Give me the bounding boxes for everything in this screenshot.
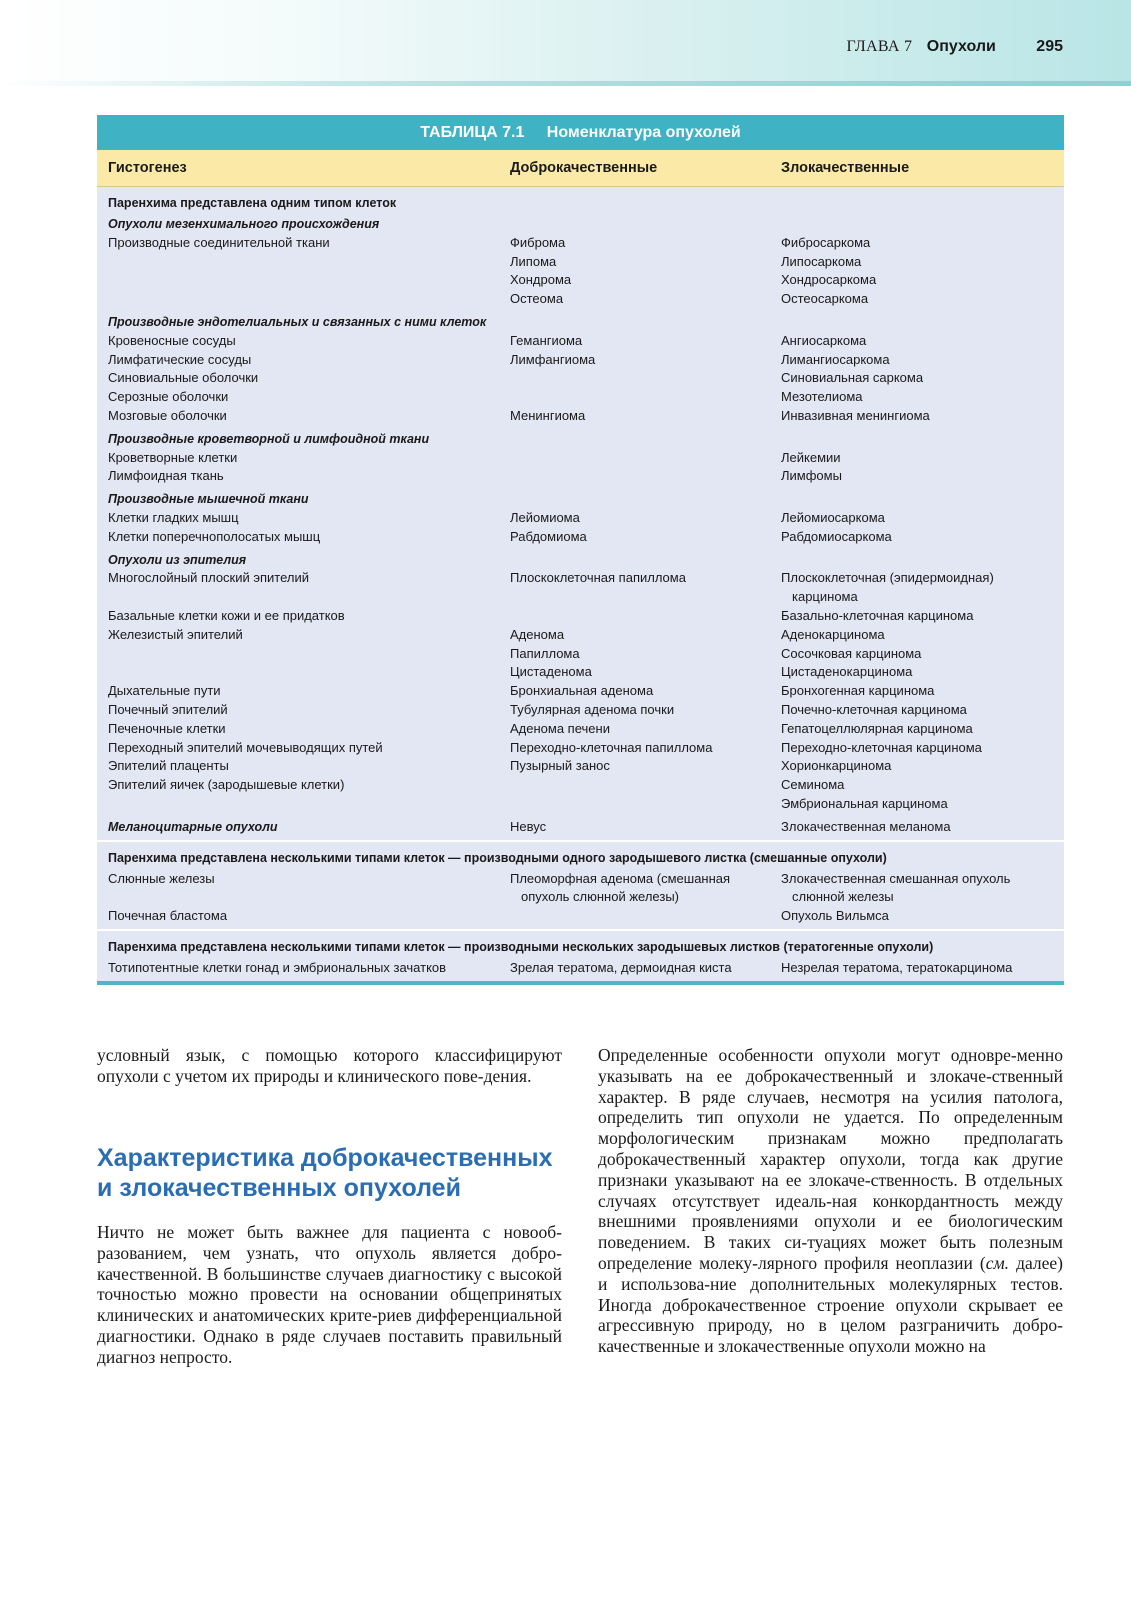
table-row xyxy=(97,907,1064,926)
histogenesis-cell xyxy=(97,663,510,682)
cell-text: Гемангиома xyxy=(510,332,583,348)
cell-text: Инвазивная менингиома xyxy=(781,407,930,423)
histogenesis-cell xyxy=(97,369,510,388)
table-row xyxy=(97,290,1064,309)
benign-cell xyxy=(510,388,781,407)
table-title: Номенклатура опухолей xyxy=(546,124,741,141)
cell-text: Невус xyxy=(510,818,547,834)
histogenesis-cell xyxy=(97,776,510,795)
histogenesis-cell xyxy=(97,215,510,234)
histogenesis-cell xyxy=(97,528,510,547)
cell-text: Лимангиосаркома xyxy=(781,351,890,367)
left-paragraph-2: Ничто не может быть важнее для пациента с новооб-разованием, чем узнать, что опухоль является добро-качественной. В большинстве случаев диагностику с высокой точностью можно провести на основании общепринятых клинических и анатомических крите-риев дифференциальной диагностики. Однако в ряде случаев поставить правильный диагноз непросто. xyxy=(97,1222,562,1367)
table-section-heading: Паренхима представлена несколькими типами клеток — производными одного зародышевого листка (смешанные опухоли) xyxy=(108,850,887,865)
column-header-malignant: Злокачественные xyxy=(781,160,910,176)
cell-text: Базально-клеточная карцинома xyxy=(781,607,974,623)
malignant-cell xyxy=(781,959,1064,978)
table-caption xyxy=(97,115,1064,150)
table-row xyxy=(97,739,1064,758)
cell-text: Кроветворные клетки xyxy=(108,449,238,465)
page-number: 295 xyxy=(1036,38,1063,55)
table-number: ТАБЛИЦА 7.1 xyxy=(420,124,525,141)
malignant-cell xyxy=(781,490,1064,509)
cell-text: Почечно-клеточная карцинома xyxy=(781,701,967,717)
malignant-cell xyxy=(781,870,1064,908)
cell-text: Производные кроветворной и лимфоидной ткани xyxy=(108,431,430,446)
cell-text: Опухоли мезенхимального происхождения xyxy=(108,217,380,231)
benign-cell xyxy=(510,701,781,720)
histogenesis-cell xyxy=(97,388,510,407)
table-row xyxy=(97,626,1064,645)
histogenesis-cell xyxy=(97,290,510,309)
benign-cell xyxy=(510,551,781,570)
cell-text: Мезотелиома xyxy=(781,389,863,405)
cell-text: Липосаркома xyxy=(781,253,862,269)
malignant-cell xyxy=(781,907,1064,926)
histogenesis-cell xyxy=(97,607,510,626)
table-section xyxy=(97,187,1064,840)
cell-text: Эмбриональная карцинома xyxy=(781,795,948,811)
malignant-cell xyxy=(781,663,1064,682)
benign-cell xyxy=(510,720,781,739)
benign-cell xyxy=(510,332,781,351)
table-subheading-row xyxy=(97,430,1064,449)
cell-text: Плоскоклеточная (эпидермоидная) xyxy=(781,570,994,586)
histogenesis-cell xyxy=(97,449,510,468)
table-subheading-row xyxy=(97,215,1064,234)
cell-text: Переходно-клеточная карцинома xyxy=(781,739,982,755)
cell-text: Лимфомы xyxy=(781,468,842,484)
cell-text: Остеосаркома xyxy=(781,291,869,307)
malignant-cell xyxy=(781,701,1064,720)
histogenesis-cell xyxy=(97,351,510,370)
cell-text: Тотипотентные клетки гонад и эмбриональных зачатков xyxy=(108,959,447,975)
malignant-cell xyxy=(781,682,1064,701)
benign-cell xyxy=(510,757,781,776)
malignant-cell xyxy=(781,271,1064,290)
cell-text: Аденома печени xyxy=(510,720,610,736)
cell-text: Аденома xyxy=(510,626,565,642)
cell-text: Дыхательные пути xyxy=(108,683,221,699)
table-row xyxy=(97,509,1064,528)
histogenesis-cell xyxy=(97,682,510,701)
malignant-cell xyxy=(781,551,1064,570)
malignant-cell xyxy=(781,757,1064,776)
table-section-heading: Паренхима представлена одним типом клеток xyxy=(108,196,397,210)
cell-text: Цистаденома xyxy=(510,664,592,680)
cell-text: Лимфангиома xyxy=(510,351,596,367)
cell-text: Железистый эпителий xyxy=(108,626,243,642)
chapter-title: Опухоли xyxy=(926,38,996,55)
table-row xyxy=(97,959,1064,978)
benign-cell xyxy=(510,795,781,814)
table-row xyxy=(97,332,1064,351)
cell-text-continuation: карцинома xyxy=(792,589,858,605)
histogenesis-cell xyxy=(97,332,510,351)
benign-cell xyxy=(510,490,781,509)
cell-text: Цистаденокарцинома xyxy=(781,664,913,680)
cell-text: Переходно-клеточная папиллома xyxy=(510,739,713,755)
histogenesis-cell xyxy=(97,720,510,739)
cell-text: Фибросаркома xyxy=(781,234,871,250)
cell-text: Менингиома xyxy=(510,407,586,423)
table-row xyxy=(97,776,1064,795)
cell-text: Печеночные клетки xyxy=(108,720,226,736)
malignant-cell xyxy=(781,720,1064,739)
cell-text: Ангиосаркома xyxy=(781,332,867,348)
benign-cell xyxy=(510,215,781,234)
cell-text: Хорионкарцинома xyxy=(781,758,892,774)
benign-cell xyxy=(510,430,781,449)
cell-text-continuation: слюнной железы xyxy=(792,889,894,905)
benign-cell xyxy=(510,351,781,370)
cell-text: Синовиальная саркома xyxy=(781,370,924,386)
cell-text: Бронхогенная карцинома xyxy=(781,683,935,699)
benign-cell xyxy=(510,569,781,607)
malignant-cell xyxy=(781,528,1064,547)
malignant-cell xyxy=(781,645,1064,664)
malignant-cell xyxy=(781,388,1064,407)
table-subheading-row xyxy=(97,313,1064,332)
histogenesis-cell xyxy=(97,739,510,758)
cell-text: Производные эндотелиальных и связанных с ними клеток xyxy=(108,314,487,329)
histogenesis-cell xyxy=(97,701,510,720)
table-section xyxy=(97,929,1064,981)
table-row xyxy=(97,351,1064,370)
cell-text: Рабдомиосаркома xyxy=(781,528,892,544)
cell-text: Лимфоидная ткань xyxy=(108,468,224,484)
table-subheading-row xyxy=(97,551,1064,570)
cell-text: Хондросаркома xyxy=(781,272,877,288)
cell-text: Хондрома xyxy=(510,272,572,288)
benign-cell xyxy=(510,407,781,426)
benign-cell xyxy=(510,607,781,626)
malignant-cell xyxy=(781,215,1064,234)
cell-text: Гепатоцеллюлярная карцинома xyxy=(781,720,973,736)
cell-text: Семинома xyxy=(781,777,845,793)
right-paragraph-emphasis: см. xyxy=(985,1252,1010,1273)
malignant-cell xyxy=(781,351,1064,370)
histogenesis-cell xyxy=(97,818,510,837)
benign-cell xyxy=(510,645,781,664)
table-subheading-row xyxy=(97,818,1064,837)
histogenesis-cell xyxy=(97,757,510,776)
section-heading-line-2: и злокачественных опухолей xyxy=(97,1174,461,1202)
histogenesis-cell xyxy=(97,490,510,509)
cell-text: Плеоморфная аденома (смешанная xyxy=(510,870,731,886)
chapter-label: ГЛАВА 7 xyxy=(846,38,913,55)
histogenesis-cell xyxy=(97,509,510,528)
malignant-cell xyxy=(781,332,1064,351)
cell-text: Лимфатические сосуды xyxy=(108,351,252,367)
malignant-cell xyxy=(781,626,1064,645)
malignant-cell xyxy=(781,509,1064,528)
histogenesis-cell xyxy=(97,430,510,449)
cell-text: Злокачественная смешанная опухоль xyxy=(781,870,1011,886)
benign-cell xyxy=(510,870,781,908)
histogenesis-cell xyxy=(97,467,510,486)
benign-cell xyxy=(510,818,781,837)
benign-cell xyxy=(510,449,781,468)
table-body xyxy=(97,187,1064,981)
benign-cell xyxy=(510,509,781,528)
left-paragraph-1: условный язык, с помощью которого классифицируют опухоли с учетом их природы и клинического пове-дения. xyxy=(97,1045,562,1086)
histogenesis-cell xyxy=(97,313,510,332)
malignant-cell xyxy=(781,290,1064,309)
table-section-heading: Паренхима представлена несколькими типами клеток — производными нескольких зародышевых листков (тератогенные опухоли) xyxy=(108,939,934,954)
malignant-cell xyxy=(781,430,1064,449)
benign-cell xyxy=(510,682,781,701)
cell-text-continuation: опухоль слюнной железы) xyxy=(521,889,679,905)
malignant-cell xyxy=(781,253,1064,272)
table-subheading-row xyxy=(97,490,1064,509)
histogenesis-cell xyxy=(97,645,510,664)
malignant-cell xyxy=(781,818,1064,837)
table-row xyxy=(97,645,1064,664)
cell-text: Опухоль Вильмса xyxy=(781,908,889,924)
cell-text: Слюнные железы xyxy=(108,870,215,886)
table-row xyxy=(97,234,1064,253)
malignant-cell xyxy=(781,313,1064,332)
benign-cell xyxy=(510,271,781,290)
running-head xyxy=(847,38,1063,56)
cell-text: Базальные клетки кожи и ее придатков xyxy=(108,607,345,623)
cell-text: Лейомиома xyxy=(510,509,580,525)
table-row xyxy=(97,682,1064,701)
cell-text: Почечная бластома xyxy=(108,908,228,924)
histogenesis-cell xyxy=(97,271,510,290)
table-row xyxy=(97,663,1064,682)
benign-cell xyxy=(510,739,781,758)
histogenesis-cell xyxy=(97,626,510,645)
benign-cell xyxy=(510,528,781,547)
cell-text: Остеома xyxy=(510,291,564,307)
table-row xyxy=(97,271,1064,290)
cell-text: Клетки гладких мышц xyxy=(108,509,239,525)
cell-text: Злокачественная меланома xyxy=(781,818,951,834)
nomenclature-table xyxy=(97,115,1064,985)
malignant-cell xyxy=(781,407,1064,426)
table-row xyxy=(97,701,1064,720)
cell-text: Зрелая тератома, дермоидная киста xyxy=(510,959,732,975)
cell-text: Рабдомиома xyxy=(510,528,587,544)
benign-cell xyxy=(510,313,781,332)
histogenesis-cell xyxy=(97,407,510,426)
cell-text: Серозные оболочки xyxy=(108,389,229,405)
column-header-histogenesis: Гистогенез xyxy=(108,160,187,176)
table-row xyxy=(97,757,1064,776)
benign-cell xyxy=(510,959,781,978)
cell-text: Незрелая тератома, тератокарцинома xyxy=(781,959,1013,975)
benign-cell xyxy=(510,776,781,795)
table-row xyxy=(97,720,1064,739)
benign-cell xyxy=(510,290,781,309)
malignant-cell xyxy=(781,795,1064,814)
cell-text: Сосочковая карцинома xyxy=(781,645,922,661)
cell-text: Мозговые оболочки xyxy=(108,407,227,423)
right-paragraph-part-1: Определенные особенности опухоли могут одновре-менно указывать на ее доброкачественный и злокаче-ственный характер. В ряде случаев, несмотря на усилия патолога, определить тип опухоли не удается. По определенным морфологическим признакам можно предполагать доброкачественный характер опухоли, тогда как другие признаки указывают на ее злокаче-ственность. В отдельных случаях отсутствует идеаль-ная конкордантность между внешними проявлениями опухоли и ее биологическим поведением. В таких си-туациях может быть полезным определение молеку-лярного профиля неоплазии ( xyxy=(598,1045,1063,1273)
cell-text: Тубулярная аденома почки xyxy=(510,701,675,717)
histogenesis-cell xyxy=(97,234,510,253)
histogenesis-cell xyxy=(97,253,510,272)
table-section xyxy=(97,840,1064,929)
malignant-cell xyxy=(781,776,1064,795)
cell-text: Липома xyxy=(510,253,557,269)
table-row xyxy=(97,795,1064,814)
right-paragraph-part-2: далее) и использова-ние дополнительных молекулярных тестов. Иногда доброкачественное строение опухоли скрывает ее агрессивную природу, но в целом разграничить добро-качественные и злокачественные опухоли можно на xyxy=(598,1252,1063,1357)
right-paragraph xyxy=(598,1045,1063,1357)
benign-cell xyxy=(510,234,781,253)
benign-cell xyxy=(510,663,781,682)
histogenesis-cell xyxy=(97,569,510,607)
cell-text: Плоскоклеточная папиллома xyxy=(510,570,686,586)
histogenesis-cell xyxy=(97,870,510,908)
table-row xyxy=(97,569,1064,607)
cell-text: Папиллома xyxy=(510,645,580,661)
table-row xyxy=(97,449,1064,468)
table-header-row xyxy=(97,150,1064,187)
cell-text: Аденокарцинома xyxy=(781,626,885,642)
section-heading-line-1: Характеристика доброкачественных xyxy=(97,1144,553,1172)
malignant-cell xyxy=(781,467,1064,486)
benign-cell xyxy=(510,253,781,272)
malignant-cell xyxy=(781,569,1064,607)
table-row xyxy=(97,467,1064,486)
cell-text: Почечный эпителий xyxy=(108,701,228,717)
cell-text: Кровеносные сосуды xyxy=(108,332,236,348)
benign-cell xyxy=(510,369,781,388)
malignant-cell xyxy=(781,369,1064,388)
histogenesis-cell xyxy=(97,795,510,814)
malignant-cell xyxy=(781,449,1064,468)
histogenesis-cell xyxy=(97,907,510,926)
column-header-benign: Доброкачественные xyxy=(510,160,658,176)
cell-text: Эпителий плаценты xyxy=(108,758,229,774)
histogenesis-cell xyxy=(97,551,510,570)
cell-text: Клетки поперечнополосатых мышц xyxy=(108,528,321,544)
cell-text: Производные мышечной ткани xyxy=(108,492,309,507)
cell-text: Эпителий яичек (зародышевые клетки) xyxy=(108,777,345,793)
cell-text: Пузырный занос xyxy=(510,758,610,774)
cell-text: Производные соединительной ткани xyxy=(108,234,330,250)
malignant-cell xyxy=(781,739,1064,758)
table-row xyxy=(97,369,1064,388)
cell-text: Лейомиосаркома xyxy=(781,509,885,525)
table-row xyxy=(97,870,1064,908)
histogenesis-cell xyxy=(97,959,510,978)
cell-text: Синовиальные оболочки xyxy=(108,370,259,386)
benign-cell xyxy=(510,907,781,926)
table-row xyxy=(97,253,1064,272)
cell-text: Лейкемии xyxy=(781,449,841,465)
cell-text: Переходный эпителий мочевыводящих путей xyxy=(108,739,383,755)
table-row xyxy=(97,407,1064,426)
malignant-cell xyxy=(781,234,1064,253)
cell-text: Опухоли из эпителия xyxy=(108,552,247,567)
cell-text: Фиброма xyxy=(510,234,566,250)
benign-cell xyxy=(510,467,781,486)
cell-text: Меланоцитарные опухоли xyxy=(108,819,278,834)
table-row xyxy=(97,607,1064,626)
section-heading xyxy=(97,1143,567,1203)
benign-cell xyxy=(510,626,781,645)
table-row xyxy=(97,528,1064,547)
malignant-cell xyxy=(781,607,1064,626)
table-row xyxy=(97,388,1064,407)
cell-text: Многослойный плоский эпителий xyxy=(108,570,310,586)
cell-text: Бронхиальная аденома xyxy=(510,683,654,699)
